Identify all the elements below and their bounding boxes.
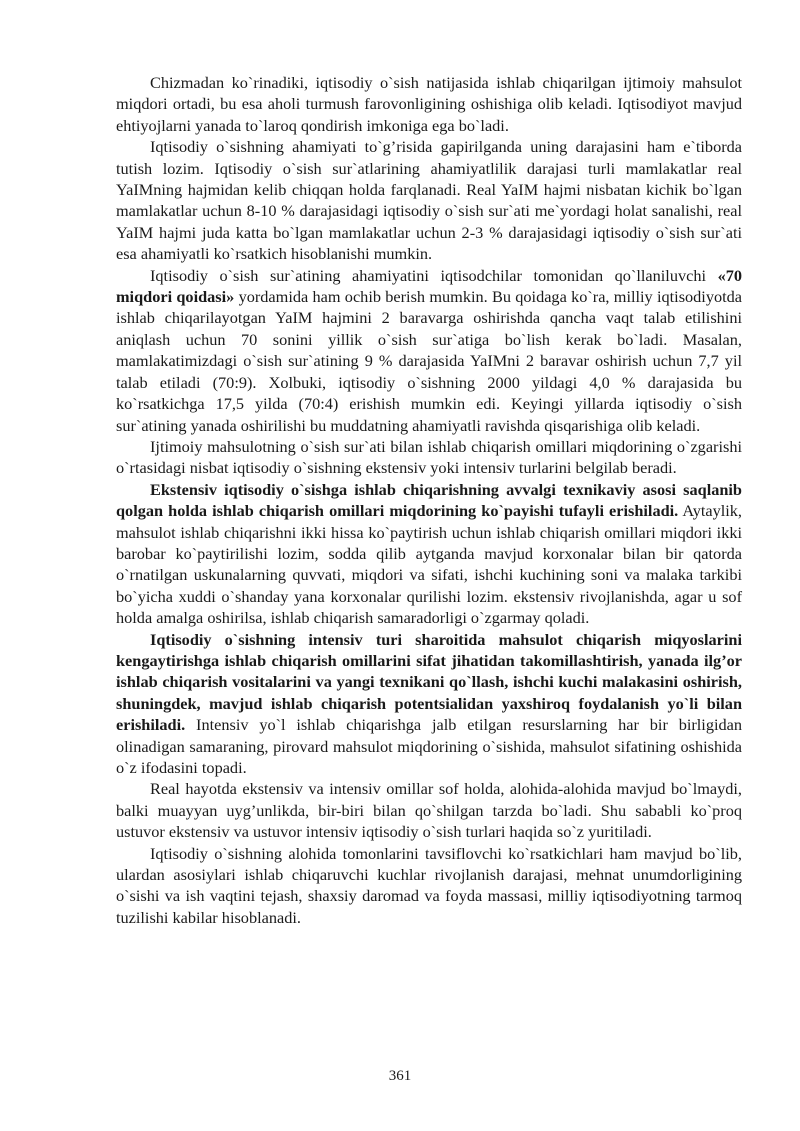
paragraph-rule-of-70 [116,265,742,436]
paragraph-text: Ijtimoiy mahsulotning o`sish sur`ati bilan ishlab chiqarish omillari miqdorining o`zgarishi o`rtasidagi nisbat iqtisodiy o`sishning ekstensiv yoki intensiv turlarini belgilab beradi. [116,436,742,478]
paragraph-text-after: Aytaylik, mahsulot ishlab chiqarishni ikki hissa ko`paytirish uchun ishlab chiqarish omillari miqdori ikki barobar ko`paytirilishi lozim, sodda qilib aytganda mavjud korxonalar bilan bir qatorda o`rnatilgan uskunalarning quvvati, miqdori va sifati, ishchi kuchining soni va malaka tarkibi bo`yicha xuddi o`shanday yana korxonalar qurilishi lozim. ekstensiv rivojlanishda, agar u sof holda amalga oshirilsa, ishlab chiqarish samaradorligi o`zgarmay qoladi. [116,501,742,628]
paragraph-text: Iqtisodiy o`sishning alohida tomonlarini tavsiflovchi ko`rsatkichlari ham mavjud bo`lib, ulardan asosiylari ishlab chiqaruvchi kuchlar rivojlanish darajasi, mehnat unumdorligining o`sishi va ish vaqtini tejash, shaxsiy daromad va foyda massasi, milliy iqtisodiyotning tarmoq tuzilishi kabilar hisoblanadi. [116,843,742,927]
paragraph-extensive-growth [116,479,742,629]
paragraph-intensive-growth [116,629,742,779]
paragraph-text: Iqtisodiy o`sishning ahamiyati to`g’risida gapirilganda uning darajasini ham e`tiborda tutish lozim. Iqtisodiy o`sish sur`atlarining ahamiyatlilik darajasi turli mamlakatlar real YaIMning hajmidan kelib chiqqan holda farqlanadi. Real YaIM hajmi nisbatan kichik bo`lgan mamlakatlar uchun 8-10 % darajasidagi iqtisodiy o`sish sur`ati me`yordagi holat sanalishi, real YaIM hajmi juda katta bo`lgan mamlakatlar uchun 2-3 % darajasidagi iqtisodiy o`sish sur`ati esa ahamiyatli ko`rsatkich hisoblanishi mumkin. [116,137,742,264]
paragraph-text-before: Iqtisodiy o`sish sur`atining ahamiyatini iqtisodchilar tomonidan qo`llaniluvchi [150,265,718,285]
paragraph-text-after: yordamida ham ochib berish mumkin. Bu qoidaga ko`ra, milliy iqtisodiyotda ishlab chiqarilayotgan YaIM hajmini 2 baravarga oshirishda qancha vaqt talab etilishini aniqlash uchun 70 sonini yillik o`sish sur`atiga bo`lish kerak bo`ladi. Masalan, mamlakatimizdagi o`sish sur`atining 9 % darajasida YaIMni 2 baravar oshirish uchun 7,7 yil talab etiladi (70:9). Xolbuki, iqtisodiy o`sishning 2000 yildagi 4,0 % darajasida bu ko`rsatkichga 17,5 yilda (70:4) erishish mumkin edi. Keyingi yillarda iqtisodiy o`sish sur`atining yanada oshirilishi bu muddatning ahamiyatli ravishda qisqarishiga olib keladi. [116,287,743,435]
paragraph-chart-observation [116,72,742,136]
paragraph-text: Real hayotda ekstensiv va intensiv omillar sof holda, alohida-alohida mavjud bo`lmaydi, balki muayyan uyg’unlikda, bir-biri bilan qo`shilgan tarzda bo`ladi. Shu sababli ko`proq ustuvor ekstensiv va ustuvor intensiv iqtisodiy o`sish turlari haqida so`z yuritiladi. [116,779,742,842]
intensive-growth-definition: Iqtisodiy o`sishning intensiv turi sharoitida mahsulot chiqarish miqyoslarini kengaytirishga ishlab chiqarish omillarini sifat jihatidan takomillashtirish, yanada ilg’or ishlab chiqarish vositalarini va yangi texnikani qo`llash, ishchi kuchi malakasini oshirish, shuningdek, mavjud ishlab chiqarish potentsialidan yaxshiroq foydalanish yo`li bilan erishiladi. [116,629,742,735]
paragraph-real-life-mix [116,778,742,842]
paragraph-text: Chizmadan ko`rinadiki, iqtisodiy o`sish natijasida ishlab chiqarilgan ijtimoiy mahsulot miqdori ortadi, bu esa aholi turmush farovonligining oshishiga olib keladi. Iqtisodiyot mavjud ehtiyojlarni yanada to`laroq qondirish imkoniga ega bo`ladi. [116,73,742,135]
extensive-growth-definition: Ekstensiv iqtisodiy o`sishga ishlab chiqarishning avvalgi texnikaviy asosi saqlanib qolgan holda ishlab chiqarish omillari miqdorining ko`payishi tufayli erishiladi. [116,479,742,521]
rule-of-70-term: «70 miqdori qoidasi» [116,265,742,307]
paragraph-growth-indicators [116,843,742,929]
paragraph-growth-importance [116,136,742,264]
paragraph-growth-types-intro [116,436,742,479]
paragraph-text-after: Intensiv yo`l ishlab chiqarishga jalb etilgan resurslarning har bir birligidan olinadigan samaraning, pirovard mahsulot miqdorining o`sishida, mahsulot sifatining oshishida o`z ifodasini topadi. [116,715,742,777]
page-number: 361 [388,1068,412,1084]
page-body [116,72,742,928]
